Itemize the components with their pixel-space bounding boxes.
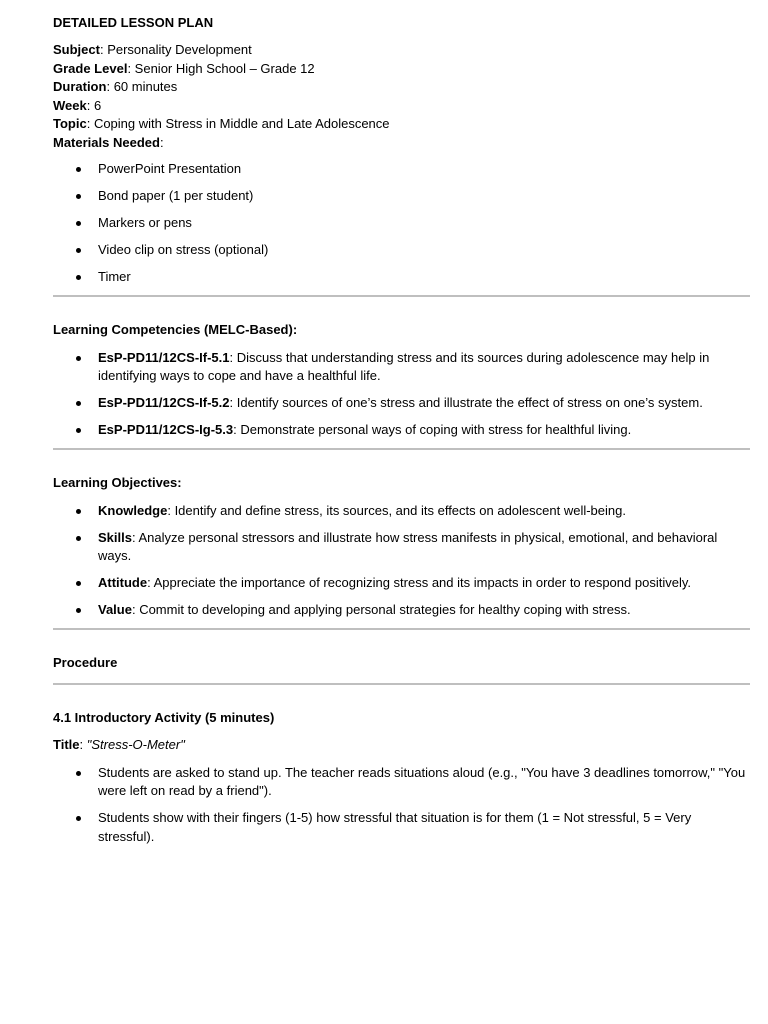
meta-key: Grade Level (53, 60, 128, 76)
meta-sep: : (106, 79, 114, 94)
competency-text: : Demonstrate personal ways of coping with stress for healthful living. (233, 422, 632, 437)
list-item (53, 349, 750, 386)
competency-text: : Discuss that understanding stress and its sources during adolescence may help in identifying ways to cope and have a healthful life. (98, 349, 710, 383)
objective-text: : Commit to developing and applying personal strategies for healthy coping with stress. (131, 602, 631, 617)
meta-key: Week (53, 97, 87, 113)
intro-title-value: "Stress-O-Meter" (86, 737, 185, 752)
list-item (53, 394, 750, 413)
meta-value: Personality Development (107, 42, 252, 57)
meta-value: Senior High School – Grade 12 (134, 60, 315, 76)
objective-text: : Analyze personal stressors and illustrate how stress manifests in physical, emotional, and behavioral ways. (98, 529, 718, 563)
intro-activity-title (53, 736, 750, 755)
list-item: Bond paper (1 per student) (53, 187, 750, 206)
meta-key: Topic (53, 116, 87, 131)
meta-block (53, 41, 750, 152)
meta-grade-level (53, 60, 750, 79)
objective-key: Skills (98, 529, 132, 545)
meta-key: Duration (53, 79, 107, 94)
materials-list (53, 160, 750, 287)
meta-sep: : (127, 60, 135, 76)
list-item: Students show with their fingers (1-5) how stressful that situation is for them (1 = Not stressful, 5 = Very stressful). (53, 809, 750, 846)
competency-code: EsP-PD11/12CS-If-5.1 (98, 349, 230, 365)
meta-value: 60 minutes (113, 79, 178, 94)
objective-key: Attitude (98, 575, 148, 590)
intro-activity-list (53, 764, 750, 847)
meta-topic (53, 115, 750, 134)
meta-materials-needed (53, 134, 750, 153)
list-item: PowerPoint Presentation (53, 160, 750, 179)
competency-text: : Identify sources of one’s stress and illustrate the effect of stress on one’s system. (229, 395, 703, 410)
list-item: Students are asked to stand up. The teacher reads situations aloud (e.g., "You have 3 deadlines tomorrow," "You were left on read by a friend"). (53, 764, 750, 801)
objective-text: : Identify and define stress, its sources, and its effects on adolescent well-being. (167, 502, 626, 518)
competencies-heading: Learning Competencies (MELC-Based): (53, 322, 298, 337)
objective-key: Value (98, 602, 132, 617)
list-item: Timer (53, 268, 750, 287)
intro-activity-heading: 4.1 Introductory Activity (5 minutes) (53, 709, 275, 725)
competencies-list (53, 349, 750, 440)
intro-title-key: Title (53, 737, 80, 752)
meta-sep: : (86, 97, 94, 113)
meta-value: 6 (93, 97, 102, 113)
objectives-list (53, 502, 750, 620)
meta-sep: : (86, 116, 94, 131)
section-divider (53, 683, 750, 685)
objective-key: Knowledge (98, 502, 168, 518)
document-title: DETAILED LESSON PLAN (53, 15, 214, 30)
procedure-heading: Procedure (53, 655, 118, 670)
meta-week (53, 97, 750, 116)
meta-sep: : (99, 42, 108, 57)
section-divider (53, 448, 750, 450)
objectives-heading: Learning Objectives: (53, 475, 182, 490)
list-item (53, 502, 750, 521)
list-item (53, 529, 750, 566)
competency-code: EsP-PD11/12CS-Ig-5.3 (98, 422, 234, 437)
section-divider (53, 295, 750, 297)
list-item (53, 574, 750, 593)
meta-key: Materials Needed (53, 134, 160, 150)
objective-text: : Appreciate the importance of recognizing stress and its impacts in order to respond positively. (147, 575, 691, 590)
meta-subject (53, 41, 750, 60)
section-divider (53, 628, 750, 630)
intro-title-sep: : (79, 737, 87, 752)
meta-sep: : (159, 134, 164, 150)
list-item (53, 421, 750, 440)
meta-key: Subject (53, 42, 100, 57)
competency-code: EsP-PD11/12CS-If-5.2 (98, 395, 230, 410)
meta-value: Coping with Stress in Middle and Late Adolescence (93, 116, 390, 131)
list-item (53, 601, 750, 620)
list-item: Markers or pens (53, 214, 750, 233)
list-item: Video clip on stress (optional) (53, 241, 750, 260)
meta-duration (53, 78, 750, 97)
